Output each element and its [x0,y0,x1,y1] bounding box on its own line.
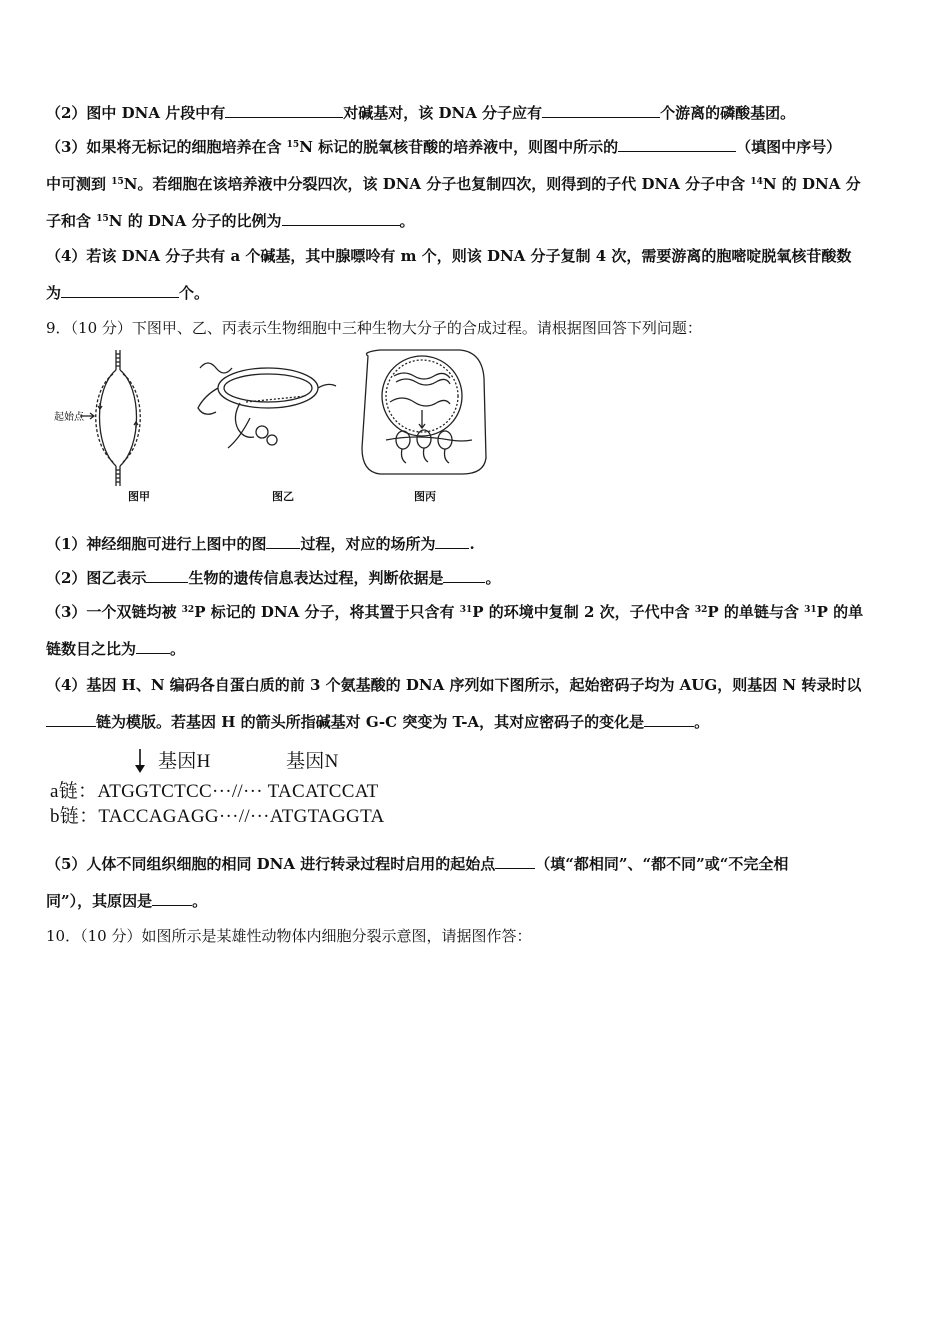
q9-p3-text-f: 链数目之比为 [46,640,137,658]
q8-part3-line3 [46,211,906,231]
q9-part1 [46,534,906,554]
superscript: 14 [750,177,763,187]
q9-p3-text-e: P 的单 [816,603,864,621]
q9-p4-text-c: 。 [694,713,710,731]
q8-p3-text-a: （3）如果将无标记的细胞培养在含 [46,138,287,156]
q9-p1-text-c: . [469,535,475,553]
answer-blank[interactable] [435,534,469,549]
superscript: 32 [694,605,708,615]
answer-blank[interactable] [46,712,96,727]
q9-p5-text-c: 同”），其原因是 [46,892,153,910]
superscript: 15 [286,140,300,150]
q10-title-text: 10．（10 分）如图所示是某雄性动物体内细胞分裂示意图，请据图作答： [46,927,532,945]
q9-p4-text-a: （4）基因 H、N 编码各自蛋白质的前 3 个氨基酸的 DNA 序列如下图所示，起始密码子均为 AUG，则基因 N 转录时以 [46,676,862,694]
q9-p3-text-d: P 的单链与含 [707,603,805,621]
answer-blank[interactable] [146,568,188,583]
superscript: 32 [181,605,195,615]
q9-part4-line1 [46,675,906,695]
q8-p4-text-c: 个。 [179,284,210,302]
answer-blank[interactable] [136,639,170,654]
q8-p3-text-b: N 标记的脱氧核苷酸的培养液中，则图中所示的 [299,138,619,156]
answer-blank[interactable] [618,137,736,152]
q8-p3-text-i: 。 [399,212,415,230]
q9-p2-text-c: 。 [485,569,501,587]
q9-part4-line2 [46,712,906,732]
q9-p4-text-b: 链为模版。若基因 H 的箭头所指碱基对 G-C 突变为 T-A，其对应密码子的变化是 [96,713,645,731]
q9-p1-text-a: （1）神经细胞可进行上图中的图 [46,535,267,553]
q9-p5-text-d: 。 [192,892,208,910]
q8-part3-line1 [46,137,906,157]
down-arrow-icon [132,747,148,775]
strand-a-sequence: ATGGTCTCC···//··· TACATCCAT [97,781,379,802]
q9-part3-line1 [46,602,906,622]
q8-p3-text-d: 中可测到 [46,175,112,193]
superscript: 31 [459,605,473,615]
superscript: 15 [96,214,109,224]
superscript: 31 [804,605,817,615]
figure-jia-replication-bubble [80,350,140,486]
caption-figure-jia: 图甲 [128,490,150,503]
strand-a-label: a链： [50,781,98,802]
superscript: 15 [111,177,124,187]
caption-figure-bing: 图丙 [414,490,436,503]
gene-n-label: 基因N [286,751,339,772]
origin-label: 起始点 [54,412,84,423]
q8-part2 [46,103,906,123]
answer-blank[interactable] [443,568,485,583]
gene-h-label: 基因H [158,751,211,772]
answer-blank[interactable] [61,283,179,298]
q8-p4-text-b: 为 [46,284,62,302]
strand-b-row [50,801,384,828]
q9-p1-text-b: 过程，对应的场所为 [300,535,436,553]
q8-p2-text-b: 对碱基对，该 DNA 分子应有 [343,104,543,122]
q9-p2-text-b: 生物的遗传信息表达过程，判断依据是 [188,569,444,587]
q9-p3-text-c: P 的环境中复制 2 次，子代中含 [472,603,695,621]
answer-blank[interactable] [282,211,400,226]
q9-p5-text-b: （填“都相同”、“都不同”或“不完全相 [535,855,789,873]
q9-part5-line2 [46,891,906,911]
strand-a-row [50,776,379,803]
q9-p3-text-a: （3）一个双链均被 [46,603,182,621]
q9-part2 [46,568,906,588]
q8-p2-text-a: （2）图中 DNA 片段中有 [46,104,226,122]
q8-p4-text-a: （4）若该 DNA 分子共有 a 个碱基，其中腺嘌呤有 m 个，则该 DNA 分子复制 4 次，需要游离的胞嘧啶脱氧核苷酸数 [46,247,852,265]
q9-p5-text-a: （5）人体不同组织细胞的相同 DNA 进行转录过程时启用的起始点 [46,855,496,873]
answer-blank[interactable] [152,891,192,906]
q8-part3-line2 [46,174,906,194]
q9-part5-line1 [46,854,906,874]
figure-yi-prokaryote-expression [198,363,336,448]
q8-p3-text-h: N 的 DNA 分子的比例为 [108,212,282,230]
q9-figures [50,348,490,508]
q9-title-text: 9．（10 分）下图甲、乙、丙表示生物细胞中三种生物大分子的合成过程。请根据图回答下列问题： [46,319,702,337]
figure-bing-eukaryote-cell [362,350,486,474]
q9-p2-text-a: （2）图乙表示 [46,569,147,587]
q8-p3-text-g: 子和含 [46,212,97,230]
q8-p3-text-e: N。若细胞在该培养液中分裂四次，该 DNA 分子也复制四次，则得到的子代 DNA 分子中含 [123,175,751,193]
q9-title [46,318,906,338]
answer-blank[interactable] [644,712,694,727]
q10-title [46,926,906,946]
q8-part4-line1 [46,246,906,266]
answer-blank[interactable] [225,103,343,118]
answer-blank[interactable] [266,534,300,549]
q8-p2-text-c: 个游离的磷酸基团。 [660,104,796,122]
strand-b-sequence: TACCAGAGG···//···ATGTAGGTA [98,806,385,827]
q8-p3-text-c: （填图中序号） [736,138,842,156]
q9-p3-text-g: 。 [170,640,186,658]
q8-part4-line2 [46,283,906,303]
strand-b-label: b链： [50,806,99,827]
q9-part3-line2 [46,639,906,659]
answer-blank[interactable] [542,103,660,118]
caption-figure-yi: 图乙 [272,490,294,503]
q9-p3-text-b: P 标记的 DNA 分子，将其置于只含有 [194,603,460,621]
answer-blank[interactable] [495,854,535,869]
q8-p3-text-f: N 的 DNA 分 [762,175,861,193]
